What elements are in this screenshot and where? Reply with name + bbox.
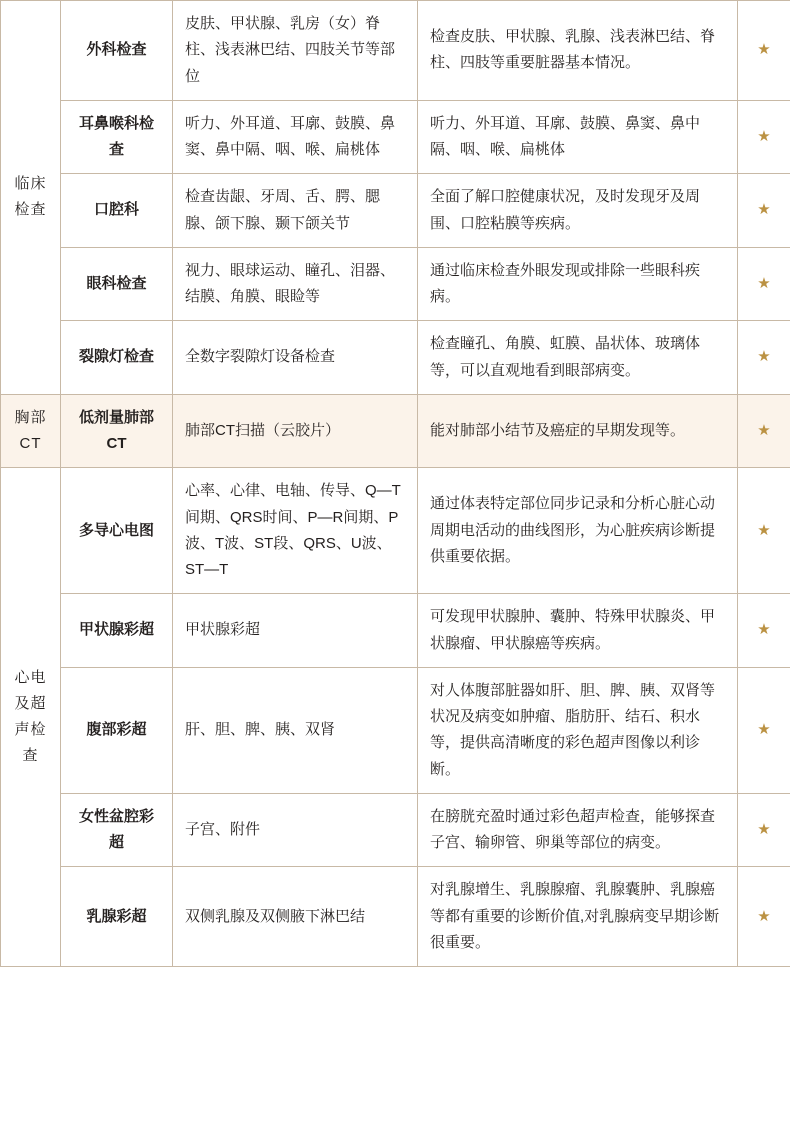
star-icon: ★ bbox=[757, 41, 771, 59]
star-marker bbox=[738, 321, 790, 395]
star-marker bbox=[738, 1, 790, 101]
table-row bbox=[1, 394, 790, 468]
item-description: 对乳腺增生、乳腺腺瘤、乳腺囊肿、乳腺癌等都有重要的诊断价值,对乳腺病变早期诊断很重要。 bbox=[418, 867, 738, 967]
star-marker bbox=[738, 793, 790, 867]
table-row bbox=[1, 321, 790, 395]
item-detail: 皮肤、甲状腺、乳房（女）脊柱、浅表淋巴结、四肢关节等部位 bbox=[173, 1, 418, 101]
item-name: 多导心电图 bbox=[61, 468, 173, 594]
star-marker bbox=[738, 594, 790, 668]
item-description: 检查瞳孔、角膜、虹膜、晶状体、玻璃体等，可以直观地看到眼部病变。 bbox=[418, 321, 738, 395]
table-row bbox=[1, 793, 790, 867]
item-detail: 听力、外耳道、耳廓、鼓膜、鼻窦、鼻中隔、咽、喉、扁桃体 bbox=[173, 100, 418, 174]
star-marker bbox=[738, 174, 790, 248]
item-description: 在膀胱充盈时通过彩色超声检查，能够探查子宫、输卵管、卵巢等部位的病变。 bbox=[418, 793, 738, 867]
star-marker bbox=[738, 247, 790, 321]
item-detail: 肺部CT扫描（云胶片） bbox=[173, 394, 418, 468]
item-name: 外科检查 bbox=[61, 1, 173, 101]
item-name: 口腔科 bbox=[61, 174, 173, 248]
table-row bbox=[1, 247, 790, 321]
item-description: 通过临床检查外眼发现或排除一些眼科疾病。 bbox=[418, 247, 738, 321]
star-icon: ★ bbox=[757, 907, 771, 925]
star-icon: ★ bbox=[757, 820, 771, 838]
star-icon: ★ bbox=[757, 201, 771, 219]
item-name: 甲状腺彩超 bbox=[61, 594, 173, 668]
star-icon: ★ bbox=[757, 348, 771, 366]
item-description: 通过体表特定部位同步记录和分析心脏心动周期电活动的曲线图形，为心脏疾病诊断提供重要依据。 bbox=[418, 468, 738, 594]
item-description: 可发现甲状腺肿、囊肿、特殊甲状腺炎、甲状腺瘤、甲状腺癌等疾病。 bbox=[418, 594, 738, 668]
item-description: 听力、外耳道、耳廓、鼓膜、鼻窦、鼻中隔、咽、喉、扁桃体 bbox=[418, 100, 738, 174]
item-description: 能对肺部小结节及癌症的早期发现等。 bbox=[418, 394, 738, 468]
table-row bbox=[1, 867, 790, 967]
item-detail: 视力、眼球运动、瞳孔、泪器、结膜、角膜、眼睑等 bbox=[173, 247, 418, 321]
table-row bbox=[1, 1, 790, 101]
item-detail: 子宫、附件 bbox=[173, 793, 418, 867]
item-name: 腹部彩超 bbox=[61, 667, 173, 793]
table-row bbox=[1, 468, 790, 594]
item-detail: 肝、胆、脾、胰、双肾 bbox=[173, 667, 418, 793]
item-name: 乳腺彩超 bbox=[61, 867, 173, 967]
item-detail: 心率、心律、电轴、传导、Q—T间期、QRS时间、P—R间期、P波、T波、ST段、QRS、U波、ST—T bbox=[173, 468, 418, 594]
group-label-chest-ct: 胸部CT bbox=[1, 394, 61, 468]
item-name: 女性盆腔彩超 bbox=[61, 793, 173, 867]
star-marker bbox=[738, 468, 790, 594]
star-marker bbox=[738, 867, 790, 967]
table-row bbox=[1, 594, 790, 668]
group-label-clinical: 临床检查 bbox=[1, 1, 61, 395]
star-marker bbox=[738, 100, 790, 174]
item-name: 耳鼻喉科检查 bbox=[61, 100, 173, 174]
star-icon: ★ bbox=[757, 421, 771, 439]
item-name: 眼科检查 bbox=[61, 247, 173, 321]
item-detail: 双侧乳腺及双侧腋下淋巴结 bbox=[173, 867, 418, 967]
item-detail: 全数字裂隙灯设备检查 bbox=[173, 321, 418, 395]
star-icon: ★ bbox=[757, 721, 771, 739]
item-detail: 甲状腺彩超 bbox=[173, 594, 418, 668]
star-icon: ★ bbox=[757, 127, 771, 145]
table-row bbox=[1, 667, 790, 793]
star-icon: ★ bbox=[757, 274, 771, 292]
item-description: 全面了解口腔健康状况，及时发现牙及周围、口腔粘膜等疾病。 bbox=[418, 174, 738, 248]
item-name: 裂隙灯检查 bbox=[61, 321, 173, 395]
star-marker bbox=[738, 667, 790, 793]
table-row bbox=[1, 100, 790, 174]
item-description: 检查皮肤、甲状腺、乳腺、浅表淋巴结、脊柱、四肢等重要脏器基本情况。 bbox=[418, 1, 738, 101]
star-marker bbox=[738, 394, 790, 468]
table-body bbox=[1, 1, 790, 967]
star-icon: ★ bbox=[757, 621, 771, 639]
group-label-ecg-ultrasound: 心电及超声检查 bbox=[1, 468, 61, 967]
item-name: 低剂量肺部CT bbox=[61, 394, 173, 468]
item-description: 对人体腹部脏器如肝、胆、脾、胰、双肾等状况及病变如肿瘤、脂肪肝、结石、积水等，提供高清晰度的彩色超声图像以利诊断。 bbox=[418, 667, 738, 793]
table-row bbox=[1, 174, 790, 248]
star-icon: ★ bbox=[757, 521, 771, 539]
item-detail: 检查齿龈、牙周、舌、腭、腮腺、颌下腺、颞下颌关节 bbox=[173, 174, 418, 248]
